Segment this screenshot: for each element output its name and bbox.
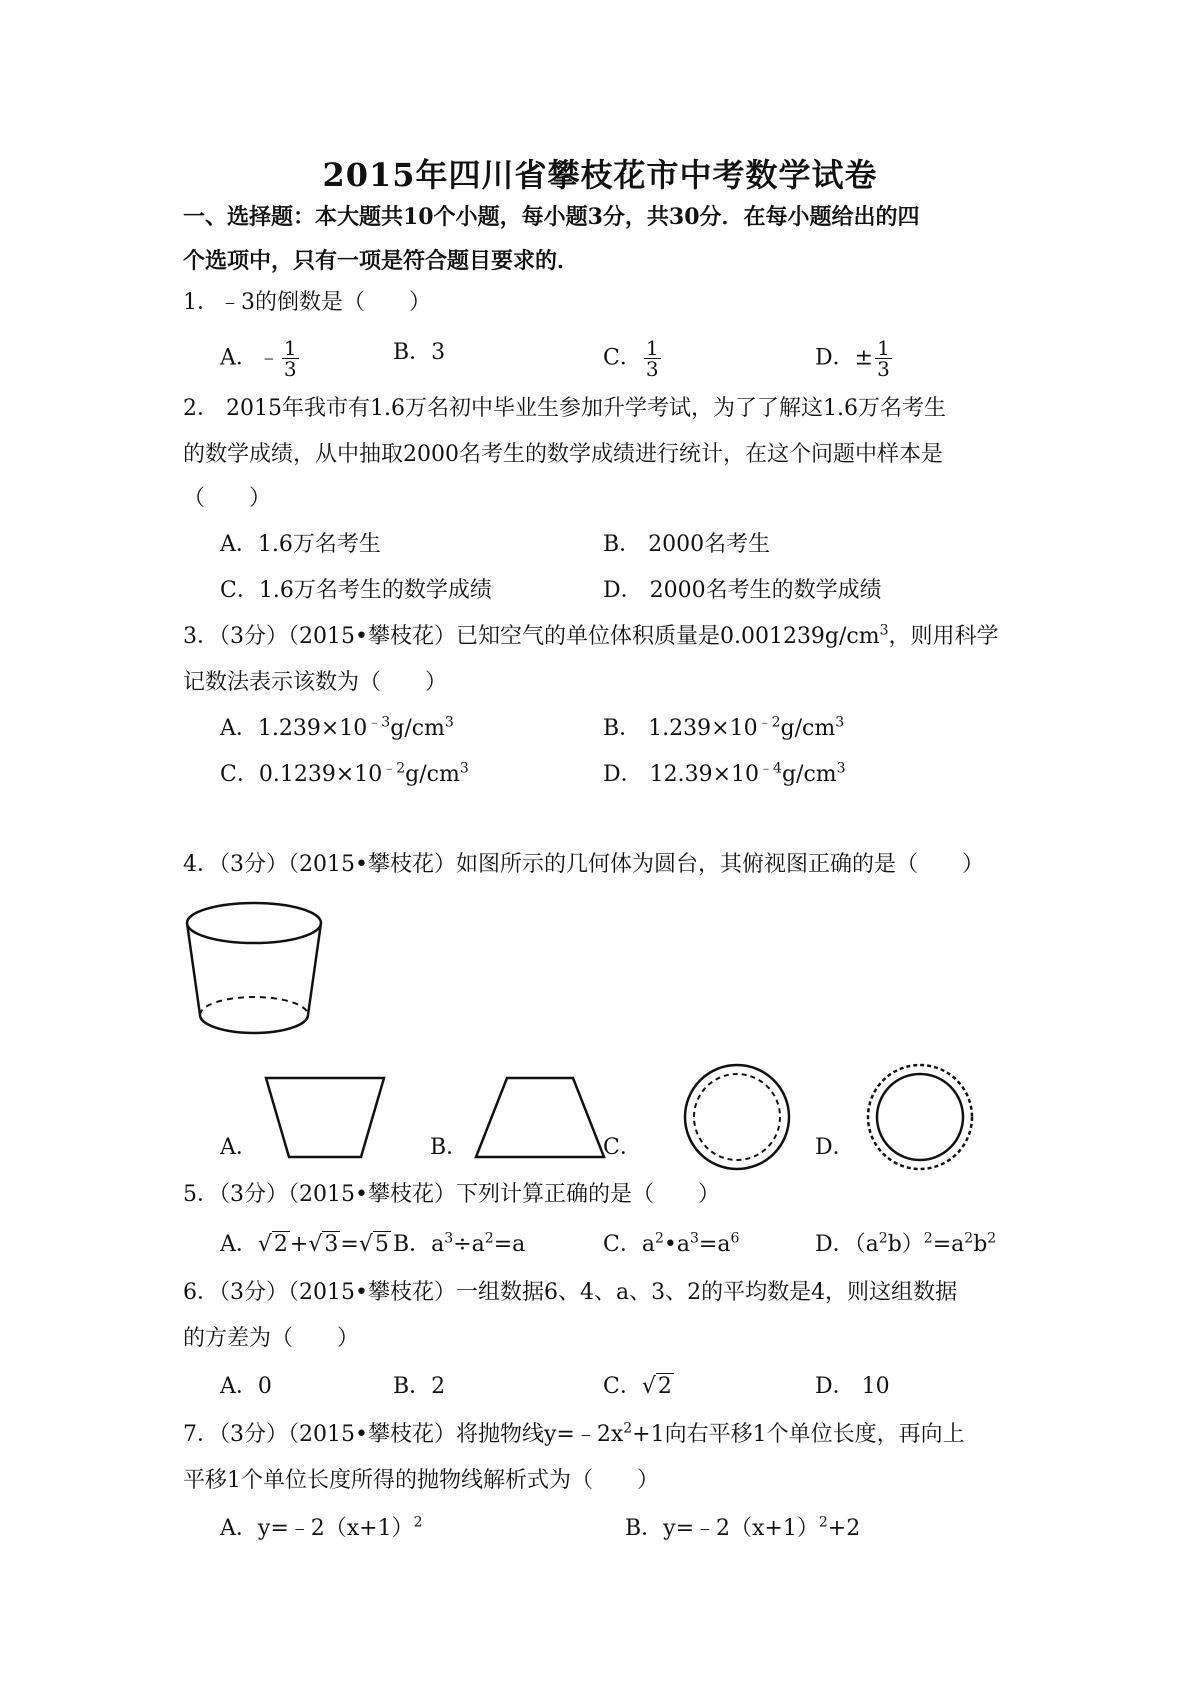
q4-option-c-figure (682, 1062, 792, 1172)
q3-option-b: B． $1.239\times 10^{﹣2}g/cm^3$ (603, 714, 845, 741)
q4-option-c-label: C． (603, 1135, 642, 1160)
q5-option-d: D．$(a^2b)^2=a^2b^2$ (815, 1230, 997, 1257)
q2-option-d: D． 2000名考生的数学成绩 (603, 578, 882, 603)
q1-option-d: D．± $\frac{1}{3}$ (815, 336, 890, 381)
q6-stem-line2: 的方差为（ ） (183, 1326, 360, 1351)
q7-stem-line1: 7．（3分）（2015•攀枝花）将抛物线$y=﹣2x^2+1$向右平移1个单位长度，再向上 (183, 1420, 965, 1447)
q1-option-c: C． $\frac{1}{3}$ (603, 336, 659, 381)
q3-option-a: A．$1.239\times 10^{﹣3}g/cm^3$ (220, 714, 454, 741)
q7-option-a: A．$y=﹣2(x+1)^2$ (220, 1514, 423, 1541)
q3-stem-line1: 3．（3分）（2015•攀枝花）已知空气的单位体积质量是$0.001239g/cm^3$，则用科学 (183, 622, 999, 649)
q6-option-a: A．0 (220, 1374, 272, 1399)
q3-option-c: C．$0.1239\times 10^{﹣2}g/cm^3$ (220, 760, 469, 787)
q4-option-d-figure (865, 1062, 975, 1172)
q2-stem-line1: 2． 2015年我市有1.6万名初中毕业生参加升学考试，为了了解这1.6万名考生 (183, 396, 946, 421)
q5-stem: 5．（3分）（2015•攀枝花）下列计算正确的是（ ） (183, 1182, 720, 1207)
q3-option-d: D． $12.39\times 10^{﹣4}g/cm^3$ (603, 760, 846, 787)
q4-stem: 4．（3分）（2015•攀枝花）如图所示的几何体为圆台，其俯视图正确的是（ ） (183, 852, 984, 877)
q2-stem-line3: （ ） (183, 486, 272, 511)
q1-option-b: B．3 (393, 340, 446, 365)
q4-option-b-label: B． (430, 1135, 469, 1160)
q7-option-b: B．$y=﹣2(x+1)^2+2$ (625, 1514, 861, 1541)
q2-option-c: C．1.6万名考生的数学成绩 (220, 578, 492, 603)
q6-option-c: C．√2 (603, 1374, 672, 1399)
q5-option-a: A．√2+√3=√5 (220, 1232, 389, 1257)
q7-stem-line2: 平移1个单位长度所得的抛物线解析式为（ ） (183, 1468, 659, 1493)
q6-stem-line1: 6．（3分）（2015•攀枝花）一组数据6、4、a、3、2的平均数是4，则这组数据 (183, 1280, 958, 1305)
page-title: 2015年四川省攀枝花市中考数学试卷 (322, 156, 878, 194)
q4-option-d-label: D． (815, 1135, 855, 1160)
q2-option-b: B． 2000名考生 (603, 532, 771, 557)
q5-option-c: C．$a^2•a^3=a^6$ (603, 1230, 740, 1257)
section-heading-line2: 个选项中，只有一项是符合题目要求的． (183, 248, 580, 274)
q2-stem-line2: 的数学成绩，从中抽取2000名考生的数学成绩进行统计，在这个问题中样本是 (183, 442, 943, 467)
q5-option-b: B．$a^3\div a^2=a$ (393, 1230, 526, 1257)
q6-option-d: D． 10 (815, 1374, 890, 1399)
q2-option-a: A．1.6万名考生 (220, 532, 381, 557)
section-heading-line1: 一、选择题：本大题共10个小题，每小题3分，共30分．在每小题给出的四 (183, 204, 920, 230)
q4-option-a-label: A． (220, 1135, 258, 1160)
q1-stem: 1．﹣3的倒数是（ ） (183, 290, 431, 315)
q6-option-b: B．2 (393, 1374, 446, 1399)
q1-option-a: A．﹣ $\frac{1}{3}$ (220, 336, 297, 381)
q3-stem-line2: 记数法表示该数为（ ） (183, 670, 448, 695)
frustum-figure (180, 895, 330, 1045)
q4-option-a-figure (263, 1075, 388, 1160)
q4-option-b-figure (473, 1075, 608, 1160)
